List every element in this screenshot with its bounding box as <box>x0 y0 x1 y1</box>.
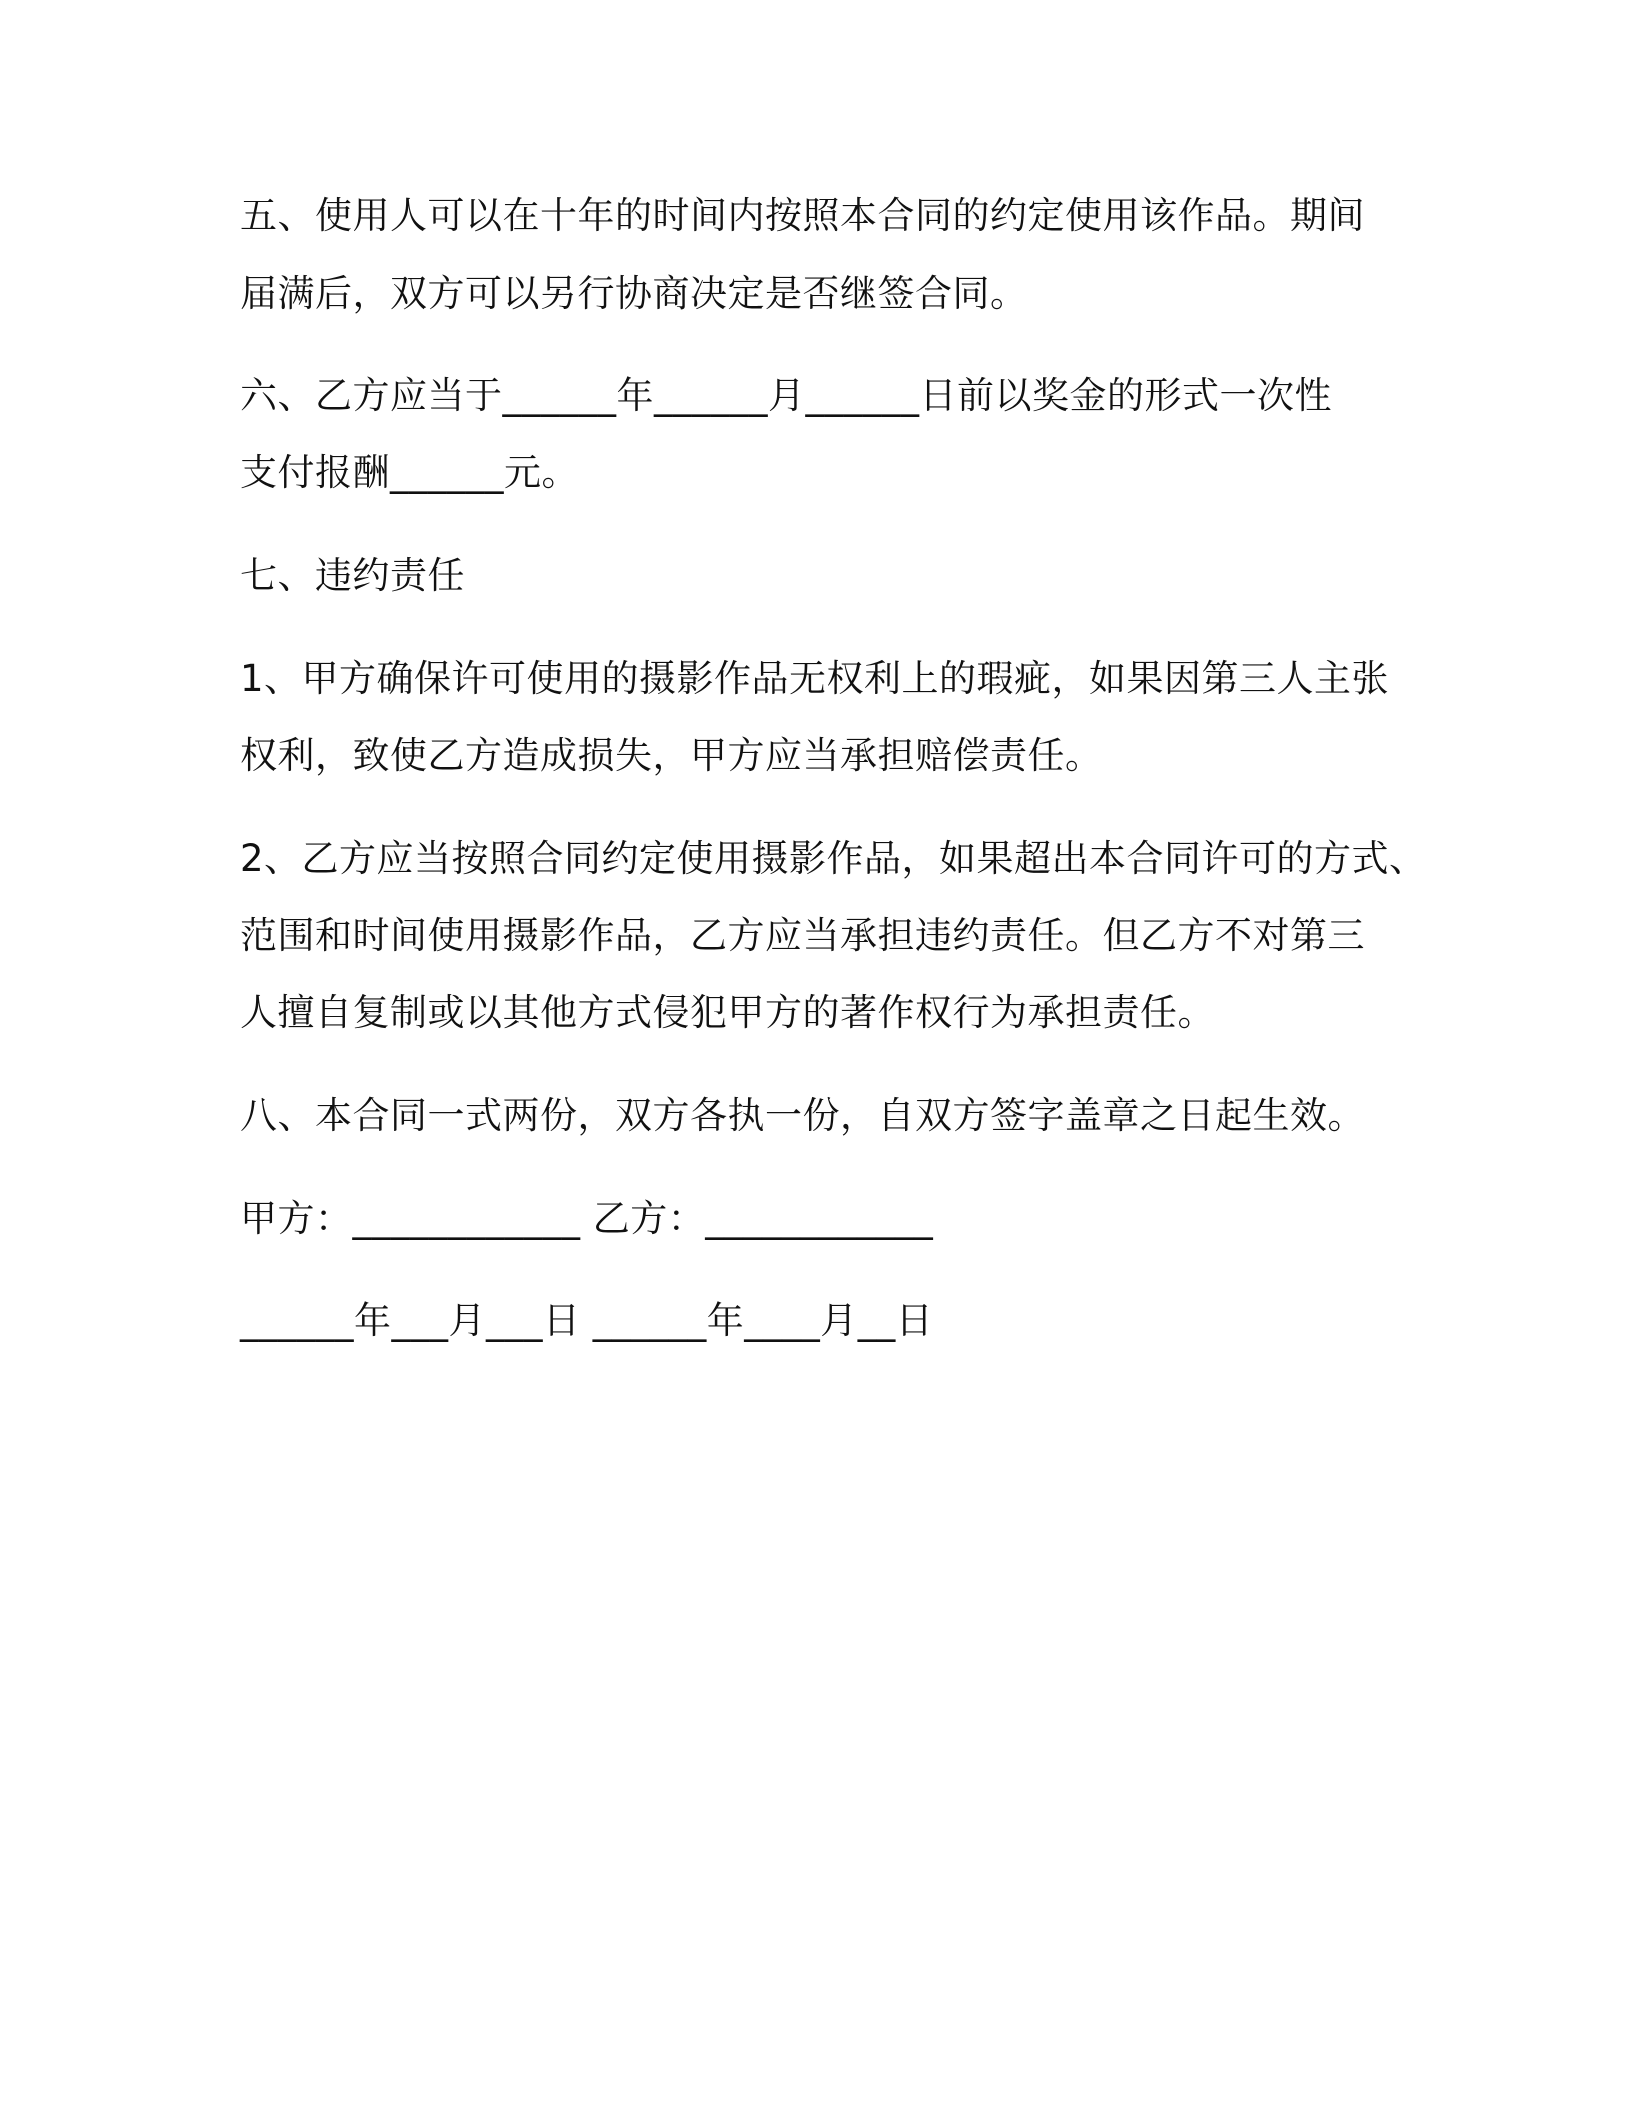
clause-7-item-1-line-1: 1、甲方确保许可使用的摄影作品无权利上的瑕疵，如果因第三人主张 <box>240 657 1390 700</box>
clause-8-line: 八、本合同一式两份，双方各执一份，自双方签字盖章之日起生效。 <box>240 1094 1365 1137</box>
clause-5-line-2: 届满后，双方可以另行协商决定是否继签合同。 <box>240 272 1028 315</box>
clause-5-line-1: 五、使用人可以在十年的时间内按照本合同的约定使用该作品。期间 <box>240 194 1365 237</box>
signature-parties-line: 甲方：____________ 乙方：____________ <box>240 1197 934 1240</box>
clause-7-item-2-line-2: 范围和时间使用摄影作品，乙方应当承担违约责任。但乙方不对第三 <box>240 914 1365 957</box>
clause-6-line-1: 六、乙方应当于______年______月______日前以奖金的形式一次性 <box>240 374 1332 417</box>
clause-6-line-2: 支付报酬______元。 <box>240 451 579 494</box>
signature-dates-line: ______年___月___日 ______年____月__日 <box>240 1299 934 1342</box>
clause-7-heading: 七、违约责任 <box>240 554 465 597</box>
clause-7-item-2-line-1: 2、乙方应当按照合同约定使用摄影作品，如果超出本合同许可的方式、 <box>240 837 1427 880</box>
clause-7-item-2-line-3: 人擅自复制或以其他方式侵犯甲方的著作权行为承担责任。 <box>240 991 1215 1034</box>
clause-7-item-1-line-2: 权利，致使乙方造成损失，甲方应当承担赔偿责任。 <box>240 734 1103 777</box>
